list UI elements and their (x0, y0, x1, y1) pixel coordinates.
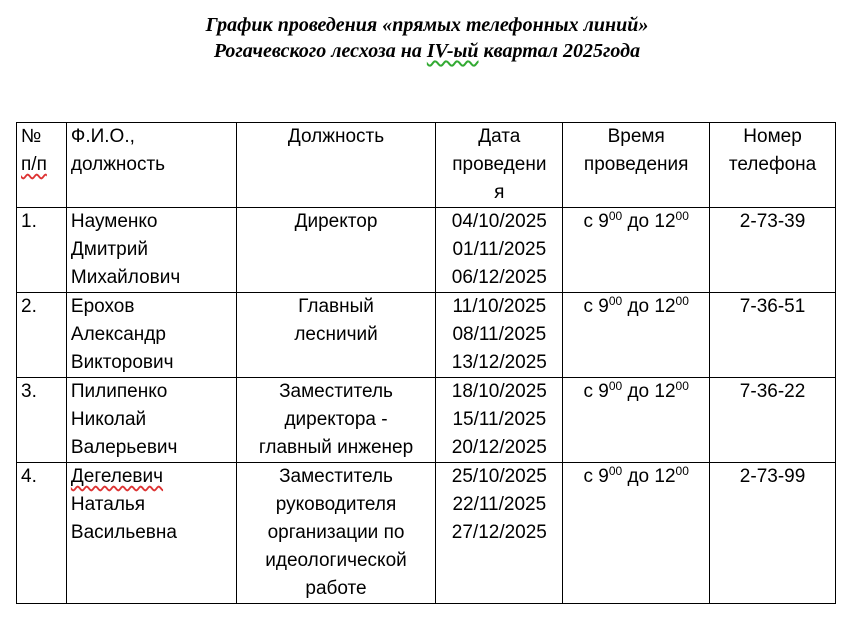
fio-cell (66, 378, 236, 463)
time-to: до 12 (622, 211, 676, 232)
row-number-cell (17, 208, 67, 293)
fio-line: Науменко (70, 211, 158, 232)
table-row (17, 378, 836, 463)
time-from-sup: 00 (608, 209, 623, 223)
position-line: директора - (284, 409, 388, 430)
position-line: Главный (298, 296, 374, 317)
time-to-sup: 00 (675, 294, 689, 308)
position-line: организации по (267, 522, 405, 543)
date-value: 25/10/2025 (451, 466, 547, 487)
time-from-sup: 00 (608, 379, 623, 393)
time-from: с 9 (583, 211, 609, 232)
position-line: идеологической (265, 550, 407, 571)
fio-line: Михайлович (70, 267, 181, 288)
time-from: с 9 (583, 466, 609, 487)
row-number: 3. (21, 381, 37, 402)
header-time-line1: Время (607, 126, 665, 147)
header-phone-line1: Номер (743, 126, 802, 147)
fio-cell (66, 208, 236, 293)
row-number: 2. (21, 296, 37, 317)
row-number-cell (17, 293, 67, 378)
time-to-sup: 00 (675, 464, 689, 478)
title-line-2 (0, 38, 854, 64)
phone-value: 2-73-39 (739, 211, 806, 232)
header-date-line3: я (494, 182, 505, 203)
time-from: с 9 (583, 296, 609, 317)
dates-cell (436, 463, 563, 604)
position-cell (236, 208, 436, 293)
date-value: 22/11/2025 (452, 494, 547, 515)
date-value: 11/10/2025 (452, 296, 547, 317)
header-fio (66, 123, 236, 208)
title-quarter: IV-ый (426, 40, 479, 62)
time-to: до 12 (622, 466, 676, 487)
fio-line: Дмитрий (70, 239, 148, 260)
time-value (567, 378, 705, 406)
fio-line: Васильевна (70, 522, 177, 543)
fio-line: Ерохов (70, 296, 135, 317)
row-number-cell (17, 463, 67, 604)
header-num (17, 123, 67, 208)
header-row (17, 123, 836, 208)
time-to-sup: 00 (675, 379, 689, 393)
time-value (567, 208, 705, 236)
header-time (563, 123, 710, 208)
fio-line: Александр (70, 324, 166, 345)
date-value: 06/12/2025 (451, 267, 547, 288)
position-line: Директор (294, 211, 378, 232)
table-row (17, 463, 836, 604)
header-date (436, 123, 563, 208)
position-line: Заместитель (279, 466, 393, 487)
position-cell (236, 378, 436, 463)
time-to: до 12 (622, 381, 676, 402)
fio-line: Николай (70, 409, 147, 430)
fio-line: Валерьевич (70, 437, 178, 458)
position-line: лесничий (294, 324, 378, 345)
time-value (567, 463, 705, 491)
position-cell (236, 463, 436, 604)
header-num-line2: п/п (21, 154, 47, 175)
phone-value: 7-36-22 (739, 381, 806, 402)
time-value (567, 293, 705, 321)
phone-value: 7-36-51 (739, 296, 806, 317)
time-to-sup: 00 (675, 209, 689, 223)
fio-cell (66, 463, 236, 604)
time-cell (563, 293, 710, 378)
fio-line: Викторович (70, 352, 174, 373)
time-from: с 9 (583, 381, 609, 402)
header-position: Должность (236, 123, 436, 208)
fio-line: Наталья (70, 494, 146, 515)
phone-cell (710, 378, 836, 463)
date-value: 08/11/2025 (452, 324, 547, 345)
phone-cell (710, 208, 836, 293)
position-line: главный инженер (258, 437, 414, 458)
time-from-sup: 00 (608, 294, 623, 308)
header-phone-line2: телефона (728, 154, 817, 175)
date-value: 01/11/2025 (452, 239, 547, 260)
header-date-line2: проведени (452, 154, 547, 175)
date-value: 04/10/2025 (451, 211, 547, 232)
time-cell (563, 378, 710, 463)
header-fio-line1: Ф.И.О., (70, 126, 135, 147)
schedule-table (16, 122, 836, 604)
row-number-cell (17, 378, 67, 463)
time-cell (563, 463, 710, 604)
position-cell (236, 293, 436, 378)
table-body (17, 208, 836, 604)
dates-cell (436, 208, 563, 293)
dates-cell (436, 378, 563, 463)
table-row (17, 208, 836, 293)
phone-cell (710, 293, 836, 378)
title-line-1: График проведения «прямых телефонных линий» (205, 14, 649, 36)
time-from-sup: 00 (608, 464, 623, 478)
dates-cell (436, 293, 563, 378)
header-phone (710, 123, 836, 208)
date-value: 13/12/2025 (451, 352, 547, 373)
time-cell (563, 208, 710, 293)
table-row (17, 293, 836, 378)
title-line-2-post: квартал 2025года (478, 40, 641, 62)
date-value: 18/10/2025 (451, 381, 547, 402)
row-number: 1. (21, 211, 37, 232)
phone-cell (710, 463, 836, 604)
document-title (0, 12, 854, 64)
fio-line: Пилипенко (70, 381, 168, 402)
header-time-line2: проведения (583, 154, 689, 175)
position-line: работе (305, 578, 367, 599)
date-value: 15/11/2025 (452, 409, 547, 430)
date-value: 27/12/2025 (451, 522, 547, 543)
fio-cell (66, 293, 236, 378)
header-fio-line2: должность (70, 154, 166, 175)
position-line: Заместитель (279, 381, 393, 402)
time-to: до 12 (622, 296, 676, 317)
row-number: 4. (21, 466, 37, 487)
date-value: 20/12/2025 (451, 437, 547, 458)
header-date-line1: Дата (478, 126, 521, 147)
title-line-2-pre: Рогачевского лесхоза на (213, 40, 427, 62)
phone-value: 2-73-99 (739, 466, 806, 487)
header-num-line1: № (21, 126, 42, 147)
fio-line: Дегелевич (70, 466, 164, 487)
position-line: руководителя (275, 494, 397, 515)
